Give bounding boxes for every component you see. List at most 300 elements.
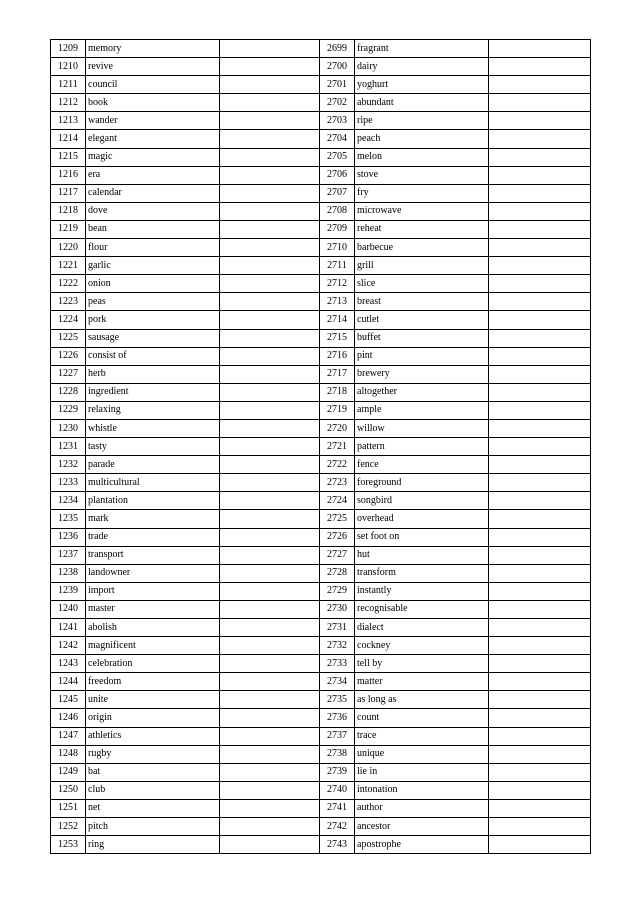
left-word-cell: athletics <box>86 727 220 745</box>
left-number-cell: 1211 <box>51 76 86 94</box>
left-word-cell: council <box>86 76 220 94</box>
right-word-cell: intonation <box>355 781 489 799</box>
right-blank-cell <box>489 76 591 94</box>
right-number-cell: 2704 <box>320 130 355 148</box>
left-blank-cell <box>220 655 320 673</box>
left-number-cell: 1229 <box>51 401 86 419</box>
right-number-cell: 2715 <box>320 329 355 347</box>
table-row <box>51 492 591 510</box>
table-row <box>51 546 591 564</box>
left-word-cell: trade <box>86 528 220 546</box>
right-number-cell: 2741 <box>320 799 355 817</box>
left-word-cell: flour <box>86 239 220 257</box>
left-blank-cell <box>220 401 320 419</box>
left-blank-cell <box>220 619 320 637</box>
right-blank-cell <box>489 528 591 546</box>
left-number-cell: 1222 <box>51 275 86 293</box>
left-number-cell: 1219 <box>51 220 86 238</box>
table-row <box>51 202 591 220</box>
left-blank-cell <box>220 239 320 257</box>
left-blank-cell <box>220 293 320 311</box>
left-word-cell: rugby <box>86 745 220 763</box>
right-word-cell: hut <box>355 546 489 564</box>
left-word-cell: revive <box>86 58 220 76</box>
table-row <box>51 564 591 582</box>
right-number-cell: 2720 <box>320 419 355 437</box>
right-blank-cell <box>489 220 591 238</box>
right-number-cell: 2739 <box>320 763 355 781</box>
right-number-cell: 2731 <box>320 619 355 637</box>
table-row <box>51 474 591 492</box>
left-blank-cell <box>220 311 320 329</box>
right-number-cell: 2730 <box>320 600 355 618</box>
left-number-cell: 1233 <box>51 474 86 492</box>
right-blank-cell <box>489 257 591 275</box>
right-blank-cell <box>489 130 591 148</box>
table-row <box>51 673 591 691</box>
left-word-cell: garlic <box>86 257 220 275</box>
right-word-cell: as long as <box>355 691 489 709</box>
right-number-cell: 2727 <box>320 546 355 564</box>
left-word-cell: landowner <box>86 564 220 582</box>
left-blank-cell <box>220 546 320 564</box>
table-row <box>51 112 591 130</box>
right-word-cell: lie in <box>355 763 489 781</box>
left-word-cell: era <box>86 166 220 184</box>
table-row <box>51 781 591 799</box>
right-blank-cell <box>489 745 591 763</box>
left-blank-cell <box>220 673 320 691</box>
right-word-cell: ample <box>355 401 489 419</box>
left-blank-cell <box>220 781 320 799</box>
right-word-cell: reheat <box>355 220 489 238</box>
right-word-cell: pattern <box>355 438 489 456</box>
table-row <box>51 383 591 401</box>
left-word-cell: multicultural <box>86 474 220 492</box>
right-word-cell: fry <box>355 184 489 202</box>
left-number-cell: 1251 <box>51 799 86 817</box>
right-blank-cell <box>489 474 591 492</box>
right-number-cell: 2719 <box>320 401 355 419</box>
right-blank-cell <box>489 836 591 854</box>
left-blank-cell <box>220 474 320 492</box>
right-number-cell: 2712 <box>320 275 355 293</box>
right-blank-cell <box>489 148 591 166</box>
table-row <box>51 655 591 673</box>
left-blank-cell <box>220 365 320 383</box>
left-number-cell: 1252 <box>51 818 86 836</box>
table-row <box>51 799 591 817</box>
right-number-cell: 2705 <box>320 148 355 166</box>
left-number-cell: 1247 <box>51 727 86 745</box>
vocabulary-table-body <box>51 40 591 854</box>
left-blank-cell <box>220 329 320 347</box>
left-number-cell: 1236 <box>51 528 86 546</box>
left-number-cell: 1228 <box>51 383 86 401</box>
right-number-cell: 2737 <box>320 727 355 745</box>
left-blank-cell <box>220 383 320 401</box>
left-word-cell: elegant <box>86 130 220 148</box>
table-row <box>51 727 591 745</box>
right-blank-cell <box>489 401 591 419</box>
right-word-cell: fragrant <box>355 40 489 58</box>
right-word-cell: buffet <box>355 329 489 347</box>
right-number-cell: 2709 <box>320 220 355 238</box>
right-word-cell: trace <box>355 727 489 745</box>
table-row <box>51 40 591 58</box>
right-word-cell: instantly <box>355 582 489 600</box>
right-word-cell: tell by <box>355 655 489 673</box>
right-word-cell: set foot on <box>355 528 489 546</box>
left-blank-cell <box>220 184 320 202</box>
right-number-cell: 2701 <box>320 76 355 94</box>
right-blank-cell <box>489 456 591 474</box>
right-blank-cell <box>489 94 591 112</box>
left-blank-cell <box>220 510 320 528</box>
left-blank-cell <box>220 58 320 76</box>
right-number-cell: 2729 <box>320 582 355 600</box>
right-blank-cell <box>489 582 591 600</box>
left-word-cell: onion <box>86 275 220 293</box>
right-blank-cell <box>489 293 591 311</box>
left-word-cell: origin <box>86 709 220 727</box>
table-row <box>51 275 591 293</box>
right-number-cell: 2725 <box>320 510 355 528</box>
left-word-cell: relaxing <box>86 401 220 419</box>
left-word-cell: pitch <box>86 818 220 836</box>
left-blank-cell <box>220 818 320 836</box>
left-number-cell: 1238 <box>51 564 86 582</box>
right-word-cell: abundant <box>355 94 489 112</box>
left-blank-cell <box>220 528 320 546</box>
right-word-cell: willow <box>355 419 489 437</box>
right-number-cell: 2733 <box>320 655 355 673</box>
right-word-cell: matter <box>355 673 489 691</box>
right-word-cell: author <box>355 799 489 817</box>
right-number-cell: 2723 <box>320 474 355 492</box>
left-word-cell: import <box>86 582 220 600</box>
left-number-cell: 1214 <box>51 130 86 148</box>
left-blank-cell <box>220 492 320 510</box>
left-word-cell: whistle <box>86 419 220 437</box>
left-number-cell: 1221 <box>51 257 86 275</box>
left-blank-cell <box>220 564 320 582</box>
right-word-cell: cutlet <box>355 311 489 329</box>
right-number-cell: 2717 <box>320 365 355 383</box>
left-blank-cell <box>220 691 320 709</box>
left-blank-cell <box>220 799 320 817</box>
right-word-cell: stove <box>355 166 489 184</box>
table-row <box>51 600 591 618</box>
left-word-cell: abolish <box>86 619 220 637</box>
left-number-cell: 1235 <box>51 510 86 528</box>
left-number-cell: 1234 <box>51 492 86 510</box>
right-number-cell: 2699 <box>320 40 355 58</box>
left-word-cell: herb <box>86 365 220 383</box>
left-number-cell: 1253 <box>51 836 86 854</box>
left-blank-cell <box>220 257 320 275</box>
left-number-cell: 1217 <box>51 184 86 202</box>
left-word-cell: wander <box>86 112 220 130</box>
right-number-cell: 2735 <box>320 691 355 709</box>
right-blank-cell <box>489 818 591 836</box>
right-word-cell: melon <box>355 148 489 166</box>
left-number-cell: 1226 <box>51 347 86 365</box>
left-number-cell: 1218 <box>51 202 86 220</box>
left-number-cell: 1230 <box>51 419 86 437</box>
right-word-cell: dairy <box>355 58 489 76</box>
left-number-cell: 1239 <box>51 582 86 600</box>
left-number-cell: 1212 <box>51 94 86 112</box>
right-number-cell: 2722 <box>320 456 355 474</box>
right-blank-cell <box>489 564 591 582</box>
left-number-cell: 1213 <box>51 112 86 130</box>
right-number-cell: 2724 <box>320 492 355 510</box>
left-blank-cell <box>220 148 320 166</box>
right-word-cell: altogether <box>355 383 489 401</box>
right-number-cell: 2703 <box>320 112 355 130</box>
right-number-cell: 2742 <box>320 818 355 836</box>
right-word-cell: fence <box>355 456 489 474</box>
left-blank-cell <box>220 438 320 456</box>
left-number-cell: 1244 <box>51 673 86 691</box>
right-number-cell: 2738 <box>320 745 355 763</box>
left-number-cell: 1242 <box>51 637 86 655</box>
left-word-cell: celebration <box>86 655 220 673</box>
table-row <box>51 220 591 238</box>
left-number-cell: 1246 <box>51 709 86 727</box>
left-blank-cell <box>220 419 320 437</box>
right-word-cell: count <box>355 709 489 727</box>
right-word-cell: brewery <box>355 365 489 383</box>
left-blank-cell <box>220 727 320 745</box>
right-number-cell: 2707 <box>320 184 355 202</box>
right-blank-cell <box>489 600 591 618</box>
right-blank-cell <box>489 637 591 655</box>
right-blank-cell <box>489 166 591 184</box>
right-blank-cell <box>489 202 591 220</box>
left-blank-cell <box>220 94 320 112</box>
right-number-cell: 2708 <box>320 202 355 220</box>
left-number-cell: 1237 <box>51 546 86 564</box>
left-blank-cell <box>220 600 320 618</box>
right-blank-cell <box>489 112 591 130</box>
right-blank-cell <box>489 799 591 817</box>
right-word-cell: microwave <box>355 202 489 220</box>
right-number-cell: 2743 <box>320 836 355 854</box>
left-word-cell: club <box>86 781 220 799</box>
left-number-cell: 1216 <box>51 166 86 184</box>
right-word-cell: barbecue <box>355 239 489 257</box>
left-word-cell: sausage <box>86 329 220 347</box>
right-word-cell: breast <box>355 293 489 311</box>
left-number-cell: 1240 <box>51 600 86 618</box>
right-blank-cell <box>489 781 591 799</box>
right-blank-cell <box>489 763 591 781</box>
left-number-cell: 1210 <box>51 58 86 76</box>
table-row <box>51 293 591 311</box>
left-word-cell: calendar <box>86 184 220 202</box>
left-number-cell: 1209 <box>51 40 86 58</box>
left-blank-cell <box>220 763 320 781</box>
table-row <box>51 582 591 600</box>
left-blank-cell <box>220 202 320 220</box>
table-row <box>51 257 591 275</box>
left-word-cell: dove <box>86 202 220 220</box>
table-row <box>51 311 591 329</box>
table-row <box>51 239 591 257</box>
left-word-cell: unite <box>86 691 220 709</box>
table-row <box>51 438 591 456</box>
left-blank-cell <box>220 456 320 474</box>
right-word-cell: songbird <box>355 492 489 510</box>
table-row <box>51 763 591 781</box>
left-word-cell: freedom <box>86 673 220 691</box>
right-number-cell: 2716 <box>320 347 355 365</box>
right-number-cell: 2702 <box>320 94 355 112</box>
right-blank-cell <box>489 510 591 528</box>
table-row <box>51 836 591 854</box>
left-word-cell: magic <box>86 148 220 166</box>
left-number-cell: 1215 <box>51 148 86 166</box>
right-word-cell: ripe <box>355 112 489 130</box>
right-blank-cell <box>489 311 591 329</box>
left-number-cell: 1250 <box>51 781 86 799</box>
table-row <box>51 401 591 419</box>
table-row <box>51 184 591 202</box>
right-blank-cell <box>489 365 591 383</box>
left-number-cell: 1249 <box>51 763 86 781</box>
table-row <box>51 329 591 347</box>
left-number-cell: 1220 <box>51 239 86 257</box>
right-blank-cell <box>489 329 591 347</box>
right-blank-cell <box>489 419 591 437</box>
table-row <box>51 419 591 437</box>
left-word-cell: master <box>86 600 220 618</box>
right-blank-cell <box>489 40 591 58</box>
left-word-cell: net <box>86 799 220 817</box>
left-number-cell: 1223 <box>51 293 86 311</box>
left-word-cell: transport <box>86 546 220 564</box>
table-row <box>51 691 591 709</box>
table-row <box>51 94 591 112</box>
table-row <box>51 76 591 94</box>
right-blank-cell <box>489 709 591 727</box>
table-row <box>51 130 591 148</box>
right-number-cell: 2700 <box>320 58 355 76</box>
right-blank-cell <box>489 655 591 673</box>
right-blank-cell <box>489 184 591 202</box>
table-row <box>51 58 591 76</box>
right-blank-cell <box>489 619 591 637</box>
left-word-cell: magnificent <box>86 637 220 655</box>
right-blank-cell <box>489 383 591 401</box>
right-number-cell: 2721 <box>320 438 355 456</box>
right-number-cell: 2736 <box>320 709 355 727</box>
left-blank-cell <box>220 709 320 727</box>
left-number-cell: 1225 <box>51 329 86 347</box>
right-number-cell: 2734 <box>320 673 355 691</box>
right-word-cell: grill <box>355 257 489 275</box>
table-row <box>51 637 591 655</box>
left-word-cell: bean <box>86 220 220 238</box>
table-row <box>51 745 591 763</box>
right-word-cell: overhead <box>355 510 489 528</box>
right-blank-cell <box>489 239 591 257</box>
left-number-cell: 1243 <box>51 655 86 673</box>
left-blank-cell <box>220 582 320 600</box>
left-blank-cell <box>220 836 320 854</box>
left-blank-cell <box>220 220 320 238</box>
left-blank-cell <box>220 130 320 148</box>
right-blank-cell <box>489 438 591 456</box>
left-word-cell: memory <box>86 40 220 58</box>
left-blank-cell <box>220 166 320 184</box>
left-blank-cell <box>220 112 320 130</box>
left-word-cell: ring <box>86 836 220 854</box>
left-word-cell: pork <box>86 311 220 329</box>
left-blank-cell <box>220 40 320 58</box>
right-blank-cell <box>489 691 591 709</box>
left-blank-cell <box>220 347 320 365</box>
left-blank-cell <box>220 275 320 293</box>
table-row <box>51 709 591 727</box>
right-word-cell: transform <box>355 564 489 582</box>
left-word-cell: ingredient <box>86 383 220 401</box>
right-blank-cell <box>489 275 591 293</box>
left-number-cell: 1248 <box>51 745 86 763</box>
table-row <box>51 166 591 184</box>
right-word-cell: ancestor <box>355 818 489 836</box>
left-number-cell: 1232 <box>51 456 86 474</box>
table-row <box>51 347 591 365</box>
right-blank-cell <box>489 58 591 76</box>
left-blank-cell <box>220 745 320 763</box>
table-row <box>51 619 591 637</box>
right-word-cell: foreground <box>355 474 489 492</box>
right-blank-cell <box>489 727 591 745</box>
left-blank-cell <box>220 76 320 94</box>
right-word-cell: recognisable <box>355 600 489 618</box>
left-number-cell: 1224 <box>51 311 86 329</box>
right-blank-cell <box>489 492 591 510</box>
right-word-cell: cockney <box>355 637 489 655</box>
left-blank-cell <box>220 637 320 655</box>
right-word-cell: apostrophe <box>355 836 489 854</box>
right-number-cell: 2726 <box>320 528 355 546</box>
right-number-cell: 2732 <box>320 637 355 655</box>
vocabulary-table <box>50 39 591 854</box>
right-blank-cell <box>489 347 591 365</box>
left-number-cell: 1241 <box>51 619 86 637</box>
left-word-cell: tasty <box>86 438 220 456</box>
right-word-cell: yoghurt <box>355 76 489 94</box>
left-word-cell: plantation <box>86 492 220 510</box>
right-blank-cell <box>489 546 591 564</box>
table-row <box>51 148 591 166</box>
table-row <box>51 818 591 836</box>
right-word-cell: peach <box>355 130 489 148</box>
right-number-cell: 2714 <box>320 311 355 329</box>
left-number-cell: 1227 <box>51 365 86 383</box>
table-row <box>51 528 591 546</box>
left-word-cell: consist of <box>86 347 220 365</box>
right-number-cell: 2706 <box>320 166 355 184</box>
right-number-cell: 2718 <box>320 383 355 401</box>
left-word-cell: book <box>86 94 220 112</box>
left-number-cell: 1245 <box>51 691 86 709</box>
left-number-cell: 1231 <box>51 438 86 456</box>
